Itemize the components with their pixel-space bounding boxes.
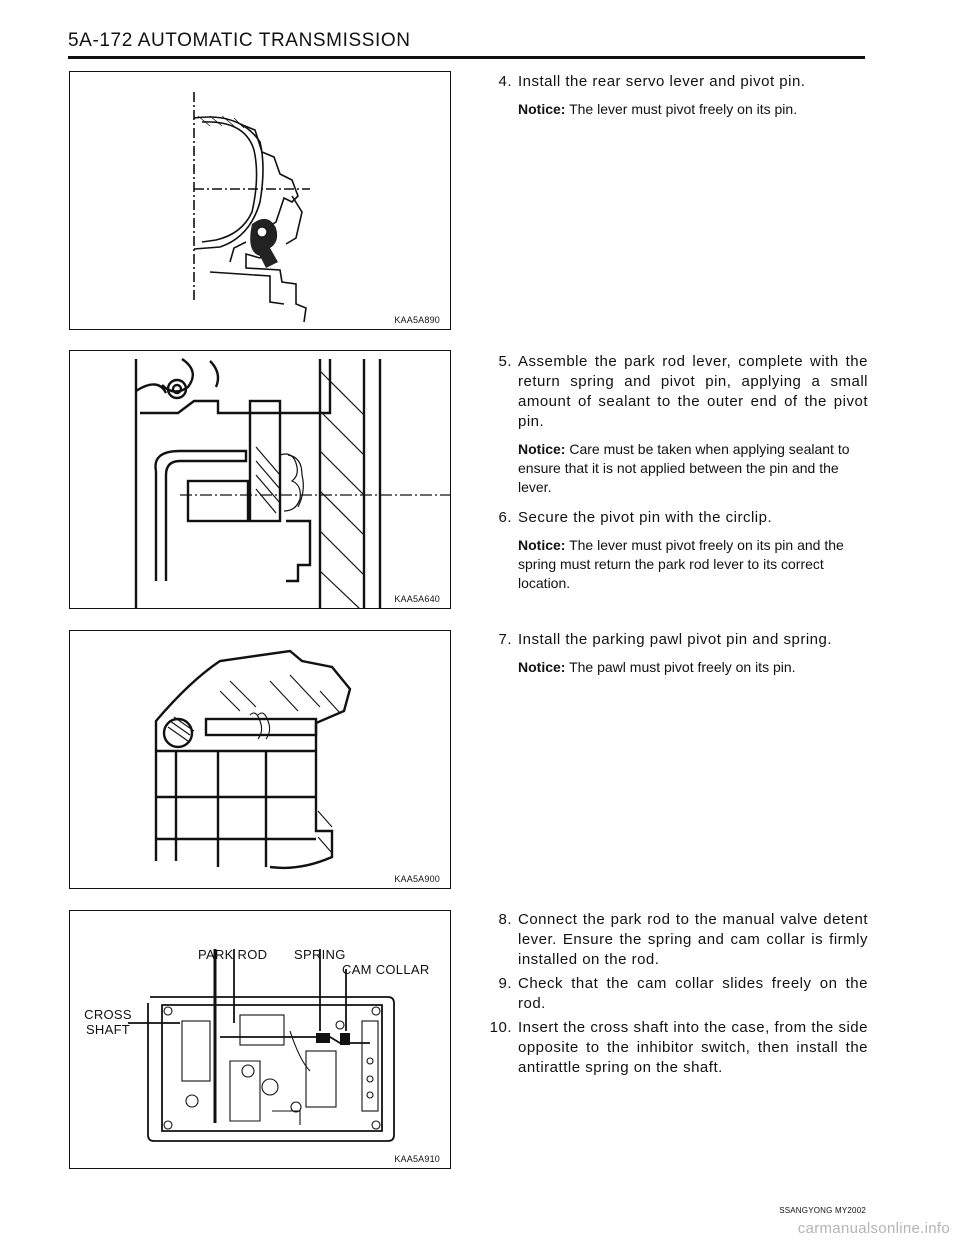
step-6-notice (478, 536, 868, 593)
callout-cross-shaft (82, 1007, 134, 1037)
step-group-rear-servo (478, 72, 868, 119)
page-title: 5A-172 AUTOMATIC TRANSMISSION (68, 30, 411, 51)
figure-rear-servo-lever (69, 71, 451, 330)
figure-park-rod-lever (69, 350, 451, 609)
step-number: 5. (498, 353, 512, 370)
step-number: 10. (489, 1019, 512, 1036)
step-text: Assemble the park rod lever, complete with the return spring and pivot pin, applying a small amount of sealant to the outer end of the pivot pin. (518, 353, 868, 430)
page-footer: SSANGYONG MY2002 (779, 1206, 866, 1215)
callout-cam-collar: CAM COLLAR (342, 962, 430, 977)
callout-cross-shaft-line1: CROSS (84, 1007, 132, 1022)
step-text: Insert the cross shaft into the case, from the side opposite to the inhibitor switch, then install the antirattle spring on the shaft. (518, 1019, 868, 1076)
figure-code: KAA5A640 (394, 594, 440, 604)
step-9 (478, 974, 868, 1014)
callout-spring: SPRING (294, 947, 346, 962)
figure-parking-pawl (69, 630, 451, 889)
parking-pawl-illustration (70, 631, 451, 889)
step-number: 7. (498, 631, 512, 648)
step-7-notice (478, 658, 868, 677)
step-text: Check that the cam collar slides freely on the rod. (518, 975, 868, 1012)
step-text: Install the rear servo lever and pivot pin. (518, 73, 806, 90)
step-5 (478, 352, 868, 432)
step-number: 9. (498, 975, 512, 992)
notice-label: Notice: (518, 441, 566, 457)
figure-code: KAA5A890 (394, 315, 440, 325)
step-4-notice (478, 100, 868, 119)
step-number: 4. (498, 73, 512, 90)
figure-valve-body (69, 910, 451, 1169)
step-6 (478, 508, 868, 528)
step-group-park-rod-lever (478, 352, 868, 593)
park-rod-lever-illustration (70, 351, 451, 609)
notice-text: The pawl must pivot freely on its pin. (569, 659, 796, 675)
step-7 (478, 630, 868, 650)
callout-park-rod: PARK ROD (198, 947, 268, 962)
figure-code: KAA5A900 (394, 874, 440, 884)
rear-servo-lever-illustration (70, 72, 451, 330)
header-rule (68, 56, 865, 59)
step-group-parking-pawl (478, 630, 868, 677)
notice-label: Notice: (518, 101, 566, 117)
watermark: carmanualsonline.info (797, 1220, 950, 1237)
callout-cross-shaft-line2: SHAFT (85, 1022, 131, 1037)
step-10 (478, 1018, 868, 1078)
step-text: Secure the pivot pin with the circlip. (518, 509, 773, 526)
step-number: 6. (498, 509, 512, 526)
step-4 (478, 72, 868, 92)
figure-code: KAA5A910 (394, 1154, 440, 1164)
step-text: Install the parking pawl pivot pin and spring. (518, 631, 833, 648)
step-8 (478, 910, 868, 970)
step-text: Connect the park rod to the manual valve detent lever. Ensure the spring and cam collar is firmly installed on the rod. (518, 911, 868, 968)
page-header (68, 28, 865, 54)
notice-text: The lever must pivot freely on its pin and the spring must return the park rod lever to its correct location. (518, 537, 844, 591)
step-number: 8. (498, 911, 512, 928)
notice-label: Notice: (518, 659, 566, 675)
notice-label: Notice: (518, 537, 566, 553)
step-5-notice (478, 440, 868, 497)
notice-text: The lever must pivot freely on its pin. (569, 101, 798, 117)
notice-text: Care must be taken when applying sealant to ensure that it is not applied between the pin and the lever. (518, 441, 850, 495)
step-group-cross-shaft (478, 910, 868, 1078)
